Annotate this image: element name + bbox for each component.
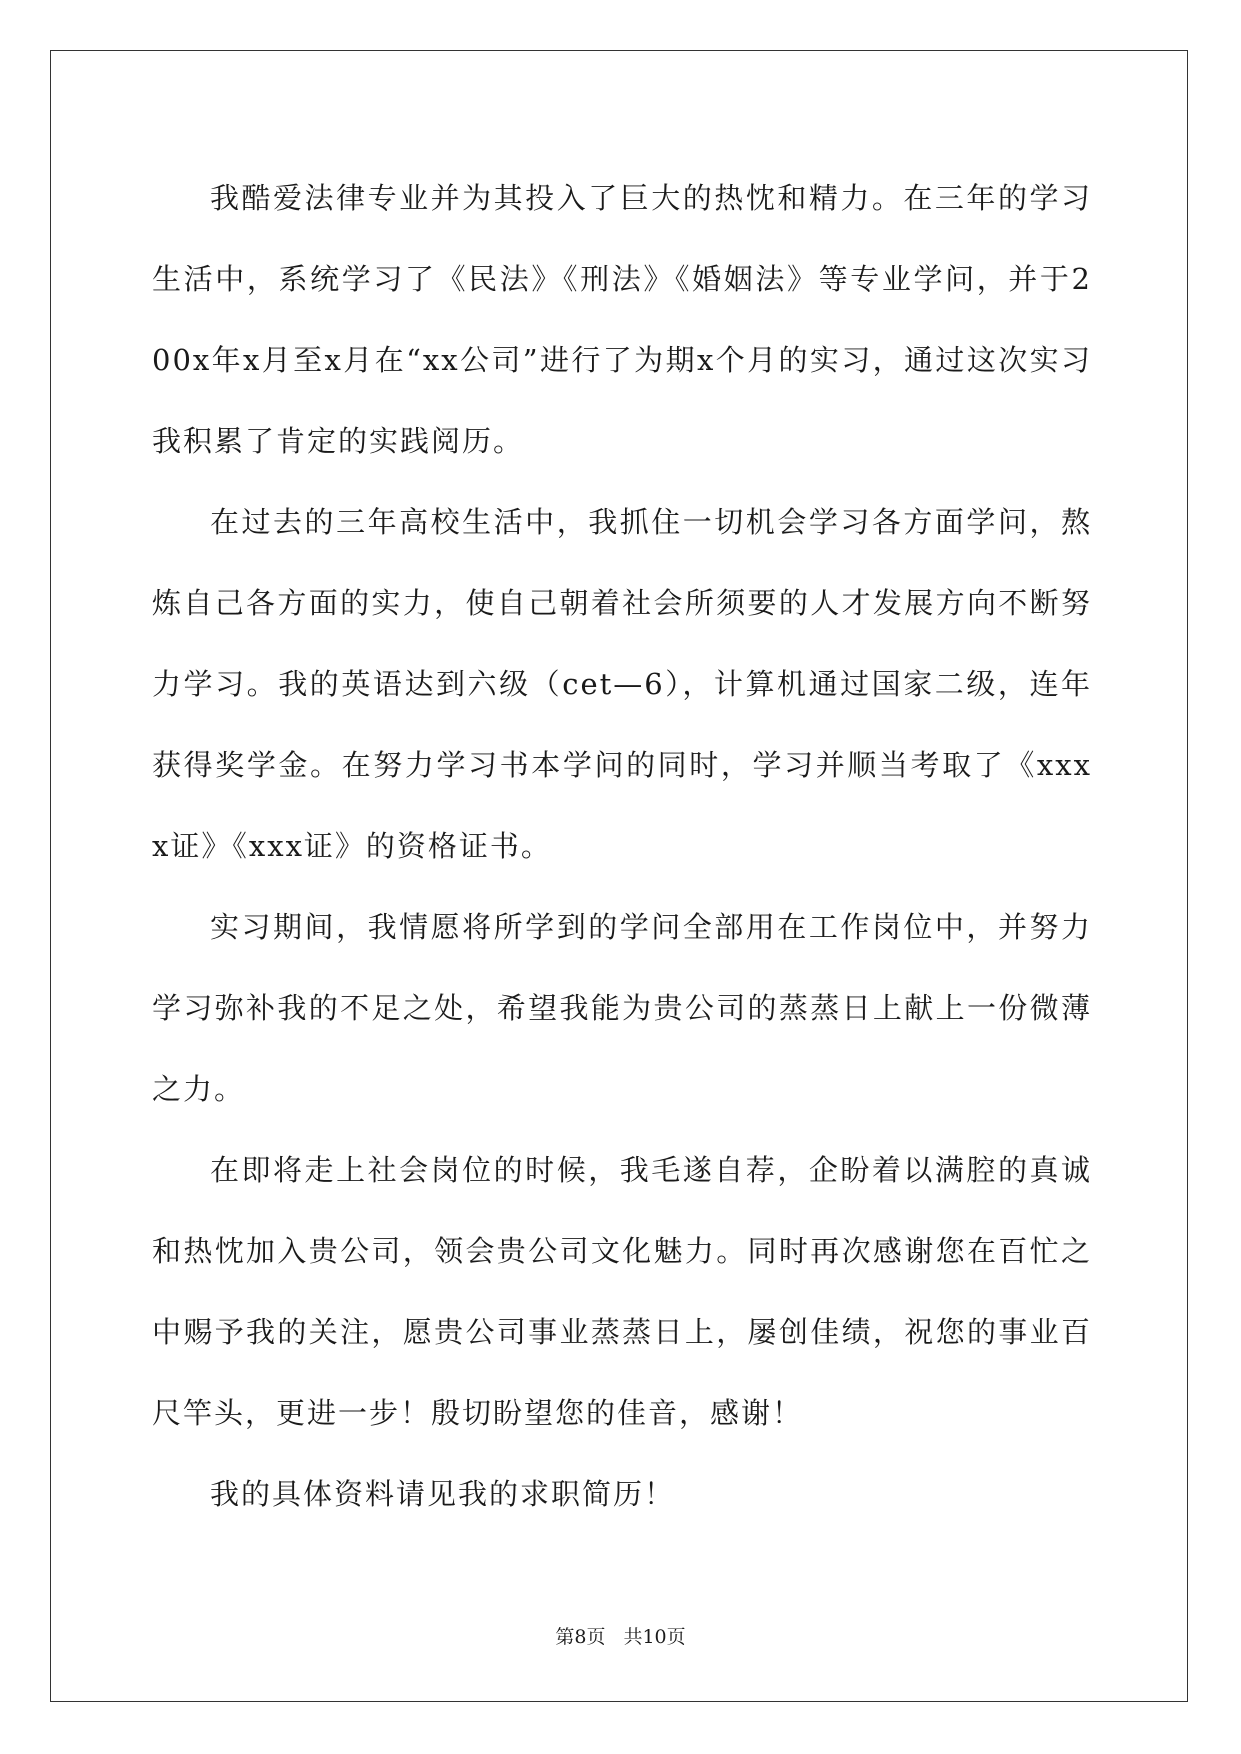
paragraph-internship-experience: 我酷爱法律专业并为其投入了巨大的热忱和精力。在三年的学习生活中，系统学习了《民法》《刑法》《婚姻法》等专业学问，并于200x年x月至x月在“xx公司”进行了为期x个月的实习，通过这次实习我积累了肯定的实践阅历。: [152, 181, 1092, 458]
document-body: [152, 158, 1092, 1535]
page-footer: [0, 1622, 1241, 1649]
page-total: 共10页: [623, 1626, 686, 1648]
page-number: 第8页: [555, 1626, 606, 1648]
paragraph-resume-reference: 我的具体资料请见我的求职简历！: [210, 1477, 676, 1511]
paragraph-university-life: 在过去的三年高校生活中，我抓住一切机会学习各方面学问，熬炼自己各方面的实力，使自己朝着社会所须要的人才发展方向不断努力学习。我的英语达到六级（cet—6），计算机通过国家二级，连年获得奖学金。在努力学习书本学问的同时，学习并顺当考取了《xxxx证》《xxx证》的资格证书。: [152, 505, 1092, 863]
paragraph-work-commitment: 实习期间，我情愿将所学到的学问全部用在工作岗位中，并努力学习弥补我的不足之处，希望我能为贵公司的蒸蒸日上献上一份微薄之力。: [152, 910, 1092, 1106]
paragraph-self-recommendation: 在即将走上社会岗位的时候，我毛遂自荐，企盼着以满腔的真诚和热忱加入贵公司，领会贵公司文化魅力。同时再次感谢您在百忙之中赐予我的关注，愿贵公司事业蒸蒸日上，屡创佳绩，祝您的事业百尺竿头，更进一步！殷切盼望您的佳音，感谢！: [152, 1153, 1092, 1430]
